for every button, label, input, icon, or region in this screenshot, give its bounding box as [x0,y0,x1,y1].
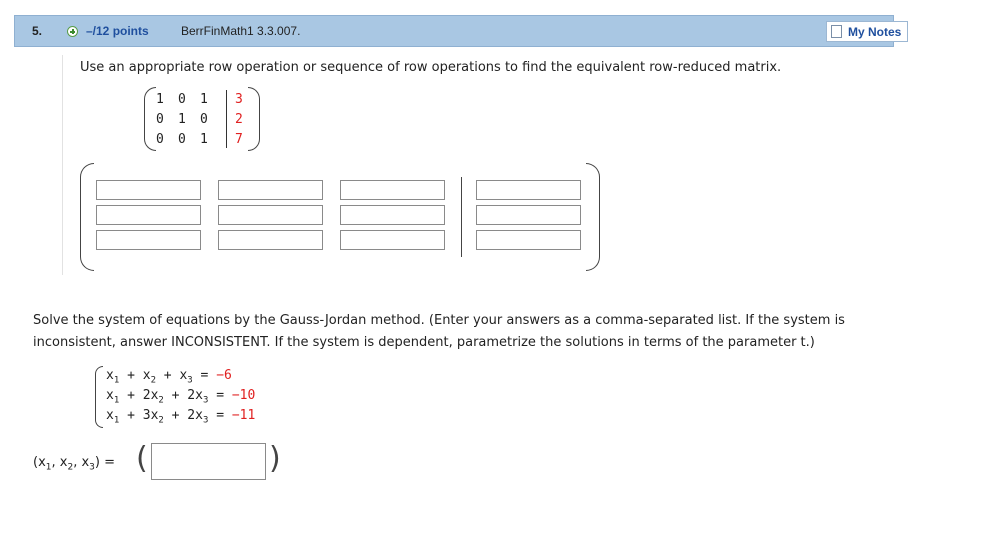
equation-2: $x_1 + 2x_2 + 2x_3 = -10$ [106,388,256,406]
answer-right-paren: ) [269,441,281,476]
matrix-cell: 0 [178,132,186,147]
system-brace [95,366,103,428]
answer-cell-r2c1[interactable] [96,205,201,225]
my-notes-button[interactable] [826,21,908,42]
answer-cell-r3c1[interactable] [96,230,201,250]
question-id: BerrFinMath1 3.3.007. [181,24,301,38]
my-notes-label: My Notes [848,25,902,39]
question-number: 5. [32,24,43,38]
matrix-cell: 0 [200,112,208,127]
matrix-right-paren [248,87,260,151]
expand-plus-icon[interactable] [67,26,78,37]
matrix-cell: 0 [156,112,164,127]
equation-3-rhs: −11 [231,408,256,423]
answer-cell-r1c3[interactable] [340,180,445,200]
given-matrix [144,87,264,153]
answer-cell-r1c2[interactable] [218,180,323,200]
answer-cell-r3c3[interactable] [340,230,445,250]
part2-instruction-line1: Solve the system of equations by the Gauss-Jordan method. (Enter your answers as a comma-separated list. If the system is [33,313,845,328]
matrix-cell-constant: 7 [235,132,243,147]
answer-cell-r2c2[interactable] [218,205,323,225]
solution-answer-input[interactable] [151,443,266,480]
matrix-cell-constant: 2 [235,112,243,127]
matrix-left-paren [144,87,156,151]
part2-instruction-line2: inconsistent, answer INCONSISTENT. If the system is dependent, parametrize the solutions in terms of the parameter t.) [33,335,815,350]
answer-cell-r1c1[interactable] [96,180,201,200]
points-label: –/12 points [86,24,149,38]
answer-cell-r2c3[interactable] [340,205,445,225]
answer-cell-r2c4[interactable] [476,205,581,225]
matrix-cell: 1 [200,132,208,147]
equation-1: $x_1 + x_2 + x_3 = -6$ [106,368,232,386]
answer-matrix [80,163,600,273]
matrix-cell: 0 [178,92,186,107]
part1-divider [62,55,63,275]
equation-2-rhs: −10 [231,388,256,403]
note-document-icon [831,25,842,38]
matrix-cell: 1 [178,112,186,127]
equation-3: $x_1 + 3x_2 + 2x_3 = -11$ [106,408,256,426]
answer-left-paren: ( [136,441,148,476]
answer-cell-r3c4[interactable] [476,230,581,250]
matrix-cell-constant: 3 [235,92,243,107]
question-header [14,15,902,47]
part1-instruction: Use an appropriate row operation or sequence of row operations to find the equivalent row-reduced matrix. [80,60,782,75]
matrix-cell: 1 [200,92,208,107]
answer-cell-r1c4[interactable] [476,180,581,200]
answer-augment-bar [461,177,462,257]
matrix-cell: 1 [156,92,164,107]
equation-1-rhs: −6 [216,368,232,383]
answer-cell-r3c2[interactable] [218,230,323,250]
augment-bar [226,90,227,148]
matrix-cell: 0 [156,132,164,147]
answer-matrix-right-paren [586,163,600,271]
solution-tuple-label: ($x_1$, $x_2$, $x_3$) = [33,455,116,473]
answer-matrix-left-paren [80,163,94,271]
